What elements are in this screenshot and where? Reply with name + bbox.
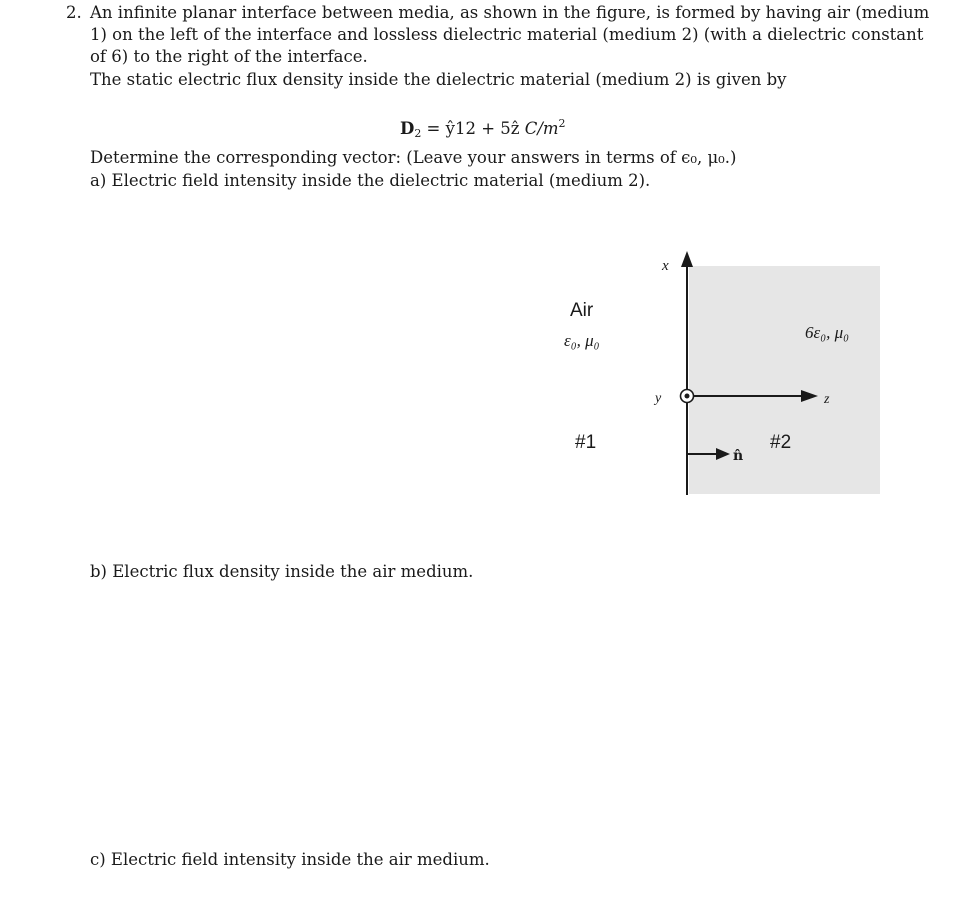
interface-diagram [540,245,890,505]
z-axis-label: z [824,392,830,407]
equation-units-exponent: 2 [558,117,566,130]
equation-rhs: = ŷ12 + 5ẑ [421,119,525,138]
equation-units: C/m [524,119,559,138]
dielectric-region [689,266,880,494]
problem-number: 2. [66,3,82,22]
equation-lhs: D [400,119,415,138]
flux-density-equation [400,113,566,145]
problem-text-line-3: of 6) to the right of the interface. [90,47,368,66]
part-b-question: b) Electric flux density inside the air medium. [90,562,474,581]
x-axis-label: x [662,258,669,274]
medium-2-parameters: 6ε₀, μ₀ [805,323,850,342]
medium-1-parameters: ε₀, μ₀ [564,331,600,350]
part-a-question: a) Electric field intensity inside the dielectric material (medium 2). [90,171,651,190]
part-c-question: c) Electric field intensity inside the air medium. [90,850,490,869]
x-axis-arrowhead [681,251,693,267]
y-axis-label: y [655,391,662,406]
instruction-text: Determine the corresponding vector: (Leave your answers in terms of ϵ₀, μ₀.) [90,148,737,167]
medium-1-name: Air [570,300,594,321]
equation-lhs-subscript: 2 [414,127,422,140]
problem-text-line-4: The static electric flux density inside the dielectric material (medium 2) is given by [90,70,787,89]
problem-text-line-2: 1) on the left of the interface and lossless dielectric material (medium 2) (with a dielectric constant [90,25,924,44]
y-axis-out-of-page-symbol [681,390,694,403]
problem-text-line-1: An infinite planar interface between media, as shown in the figure, is formed by having air (medium [90,3,930,22]
medium-2-label: #2 [770,432,792,453]
normal-vector-label: n̂ [733,448,744,464]
medium-1-label: #1 [575,432,597,453]
